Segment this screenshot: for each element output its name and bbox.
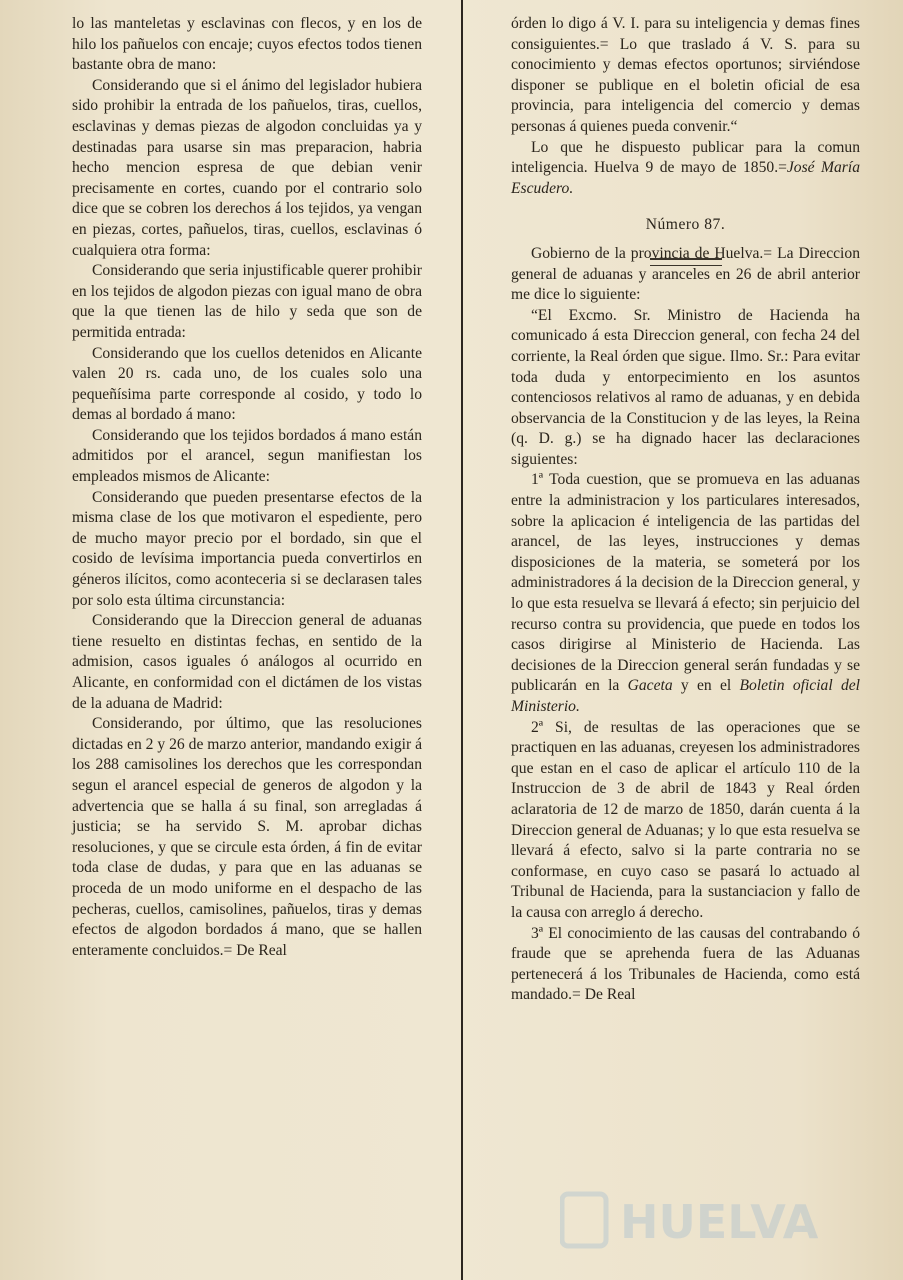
paragraph: 2ª Si, de resultas de las operaciones que se practiquen en las aduanas, creyesen los administradores que estan en el caso de aplicar el artículo 110 de la Instruccion de 3 de abril de 1843 y Real órden aclaratoria de 12 de marzo de 1850, darán cuenta á la Direccion general de Aduanas; y lo que esta resuelva se llevará á efecto, salvo si la parte contraria no se conformase, en cuyo caso se pasará lo actuado al Tribunal de Hacienda, para la sustanciacion y fallo de la causa con arreglo á derecho. [511,718,860,921]
paragraph: Considerando que pueden presentarse efectos de la misma clase de los que motivaron el espediente, pero de mucho mayor precio por el bordado, sin que el cosido de levísima importancia pueda convertirlos en géneros ilícitos, como aconteceria si se declarasen tales por solo esta última circunstancia: [72,488,422,609]
archive-watermark [560,1190,860,1250]
paragraph: órden lo digo á V. I. para su inteligencia y demas fines consiguientes.= Lo que traslado á V. S. para su conocimiento y demas efectos oportunos; sirviéndose disponer se publique en el boletin oficial de esa provincia, para inteligencia del comercio y demas personas á quienes pueda convenir.“ [511,15,860,135]
publication-text: Lo que he dispuesto publicar para la comun inteligencia. Huelva 9 de mayo de 1850.= [511,138,860,177]
paragraph [511,470,860,717]
paragraph: Considerando que los tejidos bordados á mano están admitidos por el arancel, segun manifiestan los empleados mismos de Alicante: [72,426,422,486]
column-divider [461,0,463,1280]
paragraph: Considerando que seria injustificable querer prohibir en los tejidos de algodon piezas con igual mano de obra que la que tienen las de hilo y seda que son de permitida entrada: [72,262,422,341]
watermark-text: HUELVA [620,1195,819,1249]
paragraph: “El Excmo. Sr. Ministro de Hacienda ha comunicado á esta Direccion general, con fecha 24 del corriente, la Real órden que sigue. Ilmo. Sr.: Para evitar toda duda y entorpecimiento en los asuntos contenciosos relativos al ramo de aduanas, y en debida observancia de la Constitucion y de las leyes, la Reina (q. D. g.) se ha dignado hacer las declaraciones siguientes: [511,306,860,468]
paragraph: Considerando que si el ánimo del legislador hubiera sido prohibir la entrada de los pañuelos, tiras, cuellos, esclavinas y demas piezas de algodon concluidas ya y destinadas para usarse sin mas preparacion, habria hecho mencion espresa de que debian venir precisamente en cortes, cuando por el contrario solo dice que se cobren los derechos á los tejidos, ya vengan en piezas, cortes, pañuelos, tiras, cuellos, esclavinas ó cualquiera otra forma: [72,76,422,259]
section-separator [650,258,722,266]
publication-notice [511,138,860,200]
paragraph: lo las manteletas y esclavinas con flecos, y en los de hilo los pañuelos con encaje; cuyos efectos todos tienen bastante obra de mano: [72,15,422,74]
item-text: 1ª Toda cuestion, que se promueva en las aduanas entre la administracion y los particulares interesados, sobre la aplicacion é inteligencia de las partidas del arancel, de las leyes, instrucciones y demas disposiciones de la materia, se someterá por los administradores á la decision de la Direccion general, y lo que esta resuelva se llevará á efecto; sin perjuicio del recurso contra su providencia, que puede en todos los casos dirigirse al Ministerio de Hacienda. Las decisiones de la Direccion general serán fundadas y se publicarán en la [511,471,860,695]
paragraph: Gobierno de la provincia de Huelva.= La Direccion general de aduanas y aranceles en 26 de abril anterior me dice lo siguiente: [511,244,860,304]
gaceta-title: Gaceta [627,677,673,695]
paragraph: Considerando que los cuellos detenidos en Alicante valen 20 rs. cada uno, de los cuales solo una pequeñísima parte corresponde al cosido, y todo lo demas al bordado á mano: [72,344,422,424]
paragraph: Considerando, por último, que las resoluciones dictadas en 2 y 26 de marzo anterior, mandando exigir á los 288 camisolines los derechos que les correspondan segun el arancel especial de generos de algodon y la advertencia que se halla á su final, son arregladas á justicia; se ha servido S. M. aprobar dichas resoluciones, y que se circule esta órden, á fin de evitar toda clase de dudas, y para que en las aduanas se proceda de un modo uniforme en el despacho de las pecheras, cuellos, camisolines, pañuelos, tiras y demas efectos de algodon bordados á mano, que se hallen enteramente concluidos.= De Real [72,715,422,959]
paragraph: Considerando que la Direccion general de aduanas tiene resuelto en distintas fechas, en sentido de la admision, casos iguales ó análogos al ocurrido en Alicante, en conformidad con el dictámen de los vistas de la aduana de Madrid: [72,612,422,712]
signature: José María Escudero. [511,159,860,197]
left-column [72,14,422,961]
boletin-title: Boletin oficial del Ministerio. [511,677,860,715]
section-heading: Número 87. [645,216,726,234]
item-text: y en el [680,677,732,695]
right-column [511,14,860,1006]
paragraph: 3ª El conocimiento de las causas del contrabando ó fraude que se aprehenda fuera de las Aduanas pertenecerá á los Tribunales de Hacienda, como está mandado.= De Real [511,924,860,1004]
